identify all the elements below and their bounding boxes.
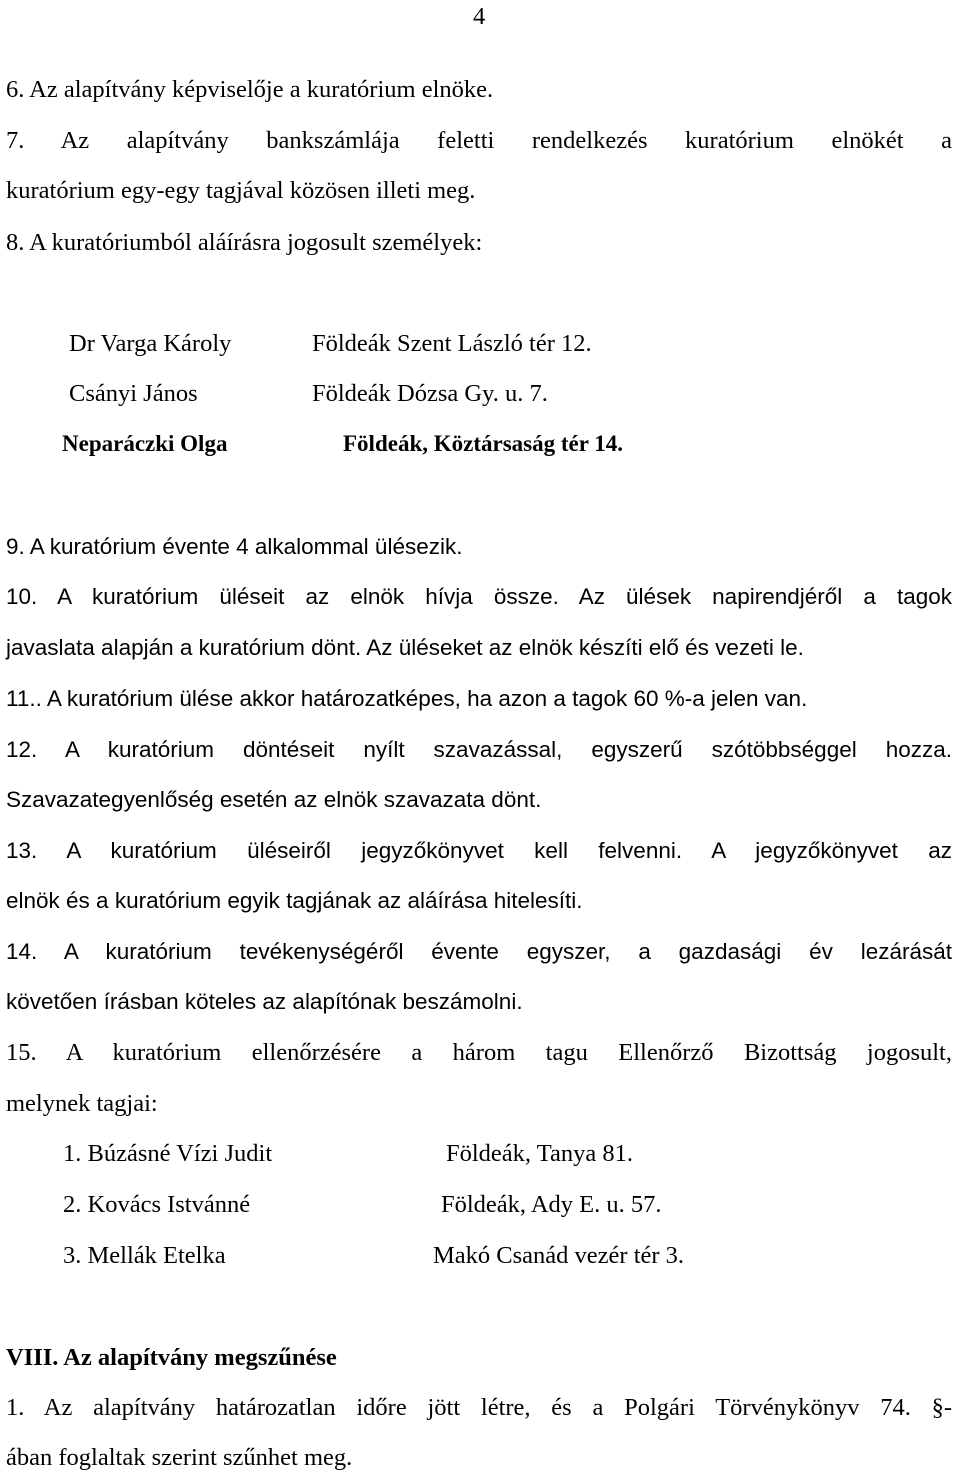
- item-10-line2: javaslata alapján a kuratórium dönt. Az üléseket az elnök készíti elő és vezeti le.: [6, 635, 804, 660]
- supervisor-address: Makó Csanád vezér tér 3.: [433, 1242, 685, 1269]
- section-heading: VIII. Az alapítvány megszűnése: [6, 1344, 337, 1371]
- page-number: 4: [473, 3, 486, 30]
- signatory-name: Neparáczki Olga: [62, 431, 228, 456]
- item-9: 9. A kuratórium évente 4 alkalommal ülésezik.: [6, 534, 463, 559]
- signatory-name: Csányi János: [69, 380, 198, 407]
- signatory-address: Földeák Dózsa Gy. u. 7.: [312, 380, 548, 407]
- item-11: 11.. A kuratórium ülése akkor határozatképes, ha azon a tagok 60 %-a jelen van.: [6, 686, 808, 711]
- supervisor-address: Földeák, Tanya 81.: [446, 1140, 633, 1167]
- item-7-line2: kuratórium egy-egy tagjával közösen illeti meg.: [6, 177, 476, 204]
- item-10-line1: 10. A kuratórium üléseit az elnök hívja össze. Az ülések napirendjéről a tagok: [6, 584, 952, 609]
- supervisor-name: 3. Mellák Etelka: [63, 1242, 226, 1269]
- signatory-address: Földeák Szent László tér 12.: [312, 330, 592, 357]
- section-8-item-1-line2: ában foglaltak szerint szűnhet meg.: [6, 1444, 353, 1471]
- item-8: 8. A kuratóriumból aláírásra jogosult személyek:: [6, 229, 483, 256]
- item-14-line1: 14. A kuratórium tevékenységéről évente egyszer, a gazdasági év lezárását: [6, 939, 952, 964]
- supervisor-name: 2. Kovács Istvánné: [63, 1191, 251, 1218]
- item-14-line2: követően írásban köteles az alapítónak beszámolni.: [6, 989, 523, 1014]
- supervisor-address: Földeák, Ady E. u. 57.: [441, 1191, 662, 1218]
- item-15-line1: 15. A kuratórium ellenőrzésére a három tagu Ellenőrző Bizottság jogosult,: [6, 1039, 952, 1066]
- item-12-line2: Szavazategyenlőség esetén az elnök szavazata dönt.: [6, 787, 542, 812]
- item-13-line2: elnök és a kuratórium egyik tagjának az aláírása hitelesíti.: [6, 888, 583, 913]
- item-6: 6. Az alapítvány képviselője a kuratórium elnöke.: [6, 76, 494, 103]
- item-7-line1: 7. Az alapítvány bankszámlája feletti rendelkezés kuratórium elnökét a: [6, 127, 952, 154]
- signatory-name: Dr Varga Károly: [69, 330, 232, 357]
- signatory-address: Földeák, Köztársaság tér 14.: [343, 431, 624, 456]
- item-13-line1: 13. A kuratórium üléseiről jegyzőkönyvet kell felvenni. A jegyzőkönyvet az: [6, 838, 952, 863]
- item-15-line2: melynek tagjai:: [6, 1090, 158, 1117]
- item-12-line1: 12. A kuratórium döntéseit nyílt szavazással, egyszerű szótöbbséggel hozza.: [6, 737, 952, 762]
- supervisor-name: 1. Búzásné Vízi Judit: [63, 1140, 273, 1167]
- section-8-item-1-line1: 1. Az alapítvány határozatlan időre jött létre, és a Polgári Törvénykönyv 74. §-: [6, 1394, 952, 1421]
